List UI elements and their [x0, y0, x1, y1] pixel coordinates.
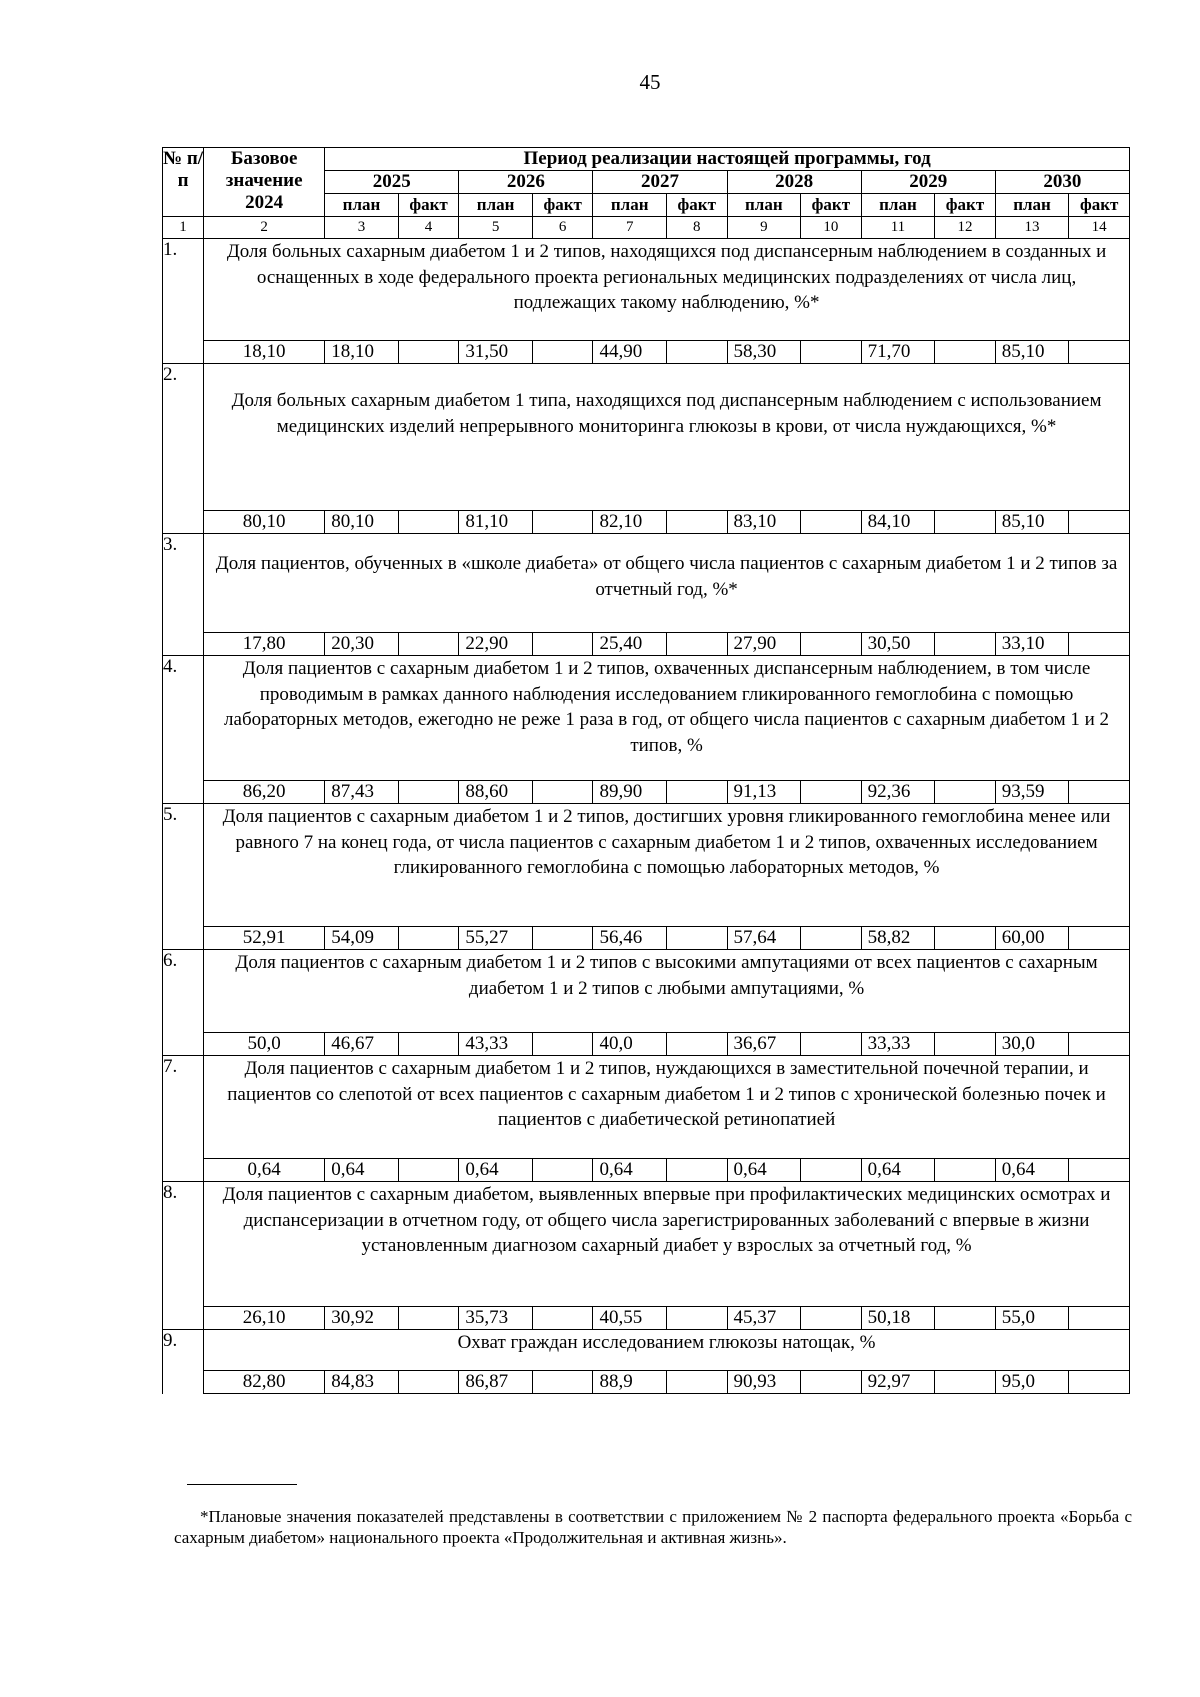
- fact-value: [935, 1371, 996, 1394]
- column-index: 10: [801, 217, 862, 239]
- plan-value: 55,27: [459, 927, 533, 950]
- header-fact: факт: [666, 194, 727, 217]
- fact-value: [1069, 781, 1130, 804]
- column-index-row: [163, 217, 1130, 239]
- plan-value: 40,55: [593, 1307, 667, 1330]
- indicators-table: [162, 147, 1130, 1394]
- base-value: 52,91: [204, 927, 325, 950]
- indicator-values-row: [163, 633, 1130, 656]
- plan-value: 82,10: [593, 511, 667, 534]
- fact-value: [801, 1033, 862, 1056]
- header-year: 2028: [727, 171, 861, 194]
- header-no: № п/п: [163, 148, 204, 217]
- plan-value: 83,10: [727, 511, 801, 534]
- header-year: 2029: [861, 171, 995, 194]
- indicator-row: [163, 950, 1130, 1033]
- header-plan: план: [593, 194, 667, 217]
- plan-value: 20,30: [325, 633, 399, 656]
- indicator-row: [163, 656, 1130, 781]
- indicator-row: [163, 239, 1130, 341]
- plan-value: 85,10: [995, 341, 1069, 364]
- header-fact: факт: [935, 194, 996, 217]
- column-index: 4: [398, 217, 459, 239]
- plan-value: 50,18: [861, 1307, 935, 1330]
- fact-value: [801, 781, 862, 804]
- plan-value: 0,64: [727, 1159, 801, 1182]
- footnote-divider: [187, 1484, 297, 1485]
- plan-value: 87,43: [325, 781, 399, 804]
- indicator-row: [163, 364, 1130, 511]
- plan-value: 25,40: [593, 633, 667, 656]
- indicator-title: Доля больных сахарным диабетом 1 и 2 типов, находящихся под диспансерным наблюдением в созданных и оснащенных в ходе федерального проекта региональных медицинских подразделениях от числа лиц, подлежащих такому наблюдению, %*: [204, 239, 1130, 341]
- fact-value: [398, 781, 459, 804]
- plan-value: 18,10: [325, 341, 399, 364]
- fact-value: [666, 1307, 727, 1330]
- fact-value: [666, 1371, 727, 1394]
- fact-value: [532, 1371, 593, 1394]
- fact-value: [666, 511, 727, 534]
- header-plan: план: [995, 194, 1069, 217]
- plan-value: 80,10: [325, 511, 399, 534]
- header-base-value: Базовое значение 2024: [204, 148, 325, 217]
- fact-value: [1069, 1307, 1130, 1330]
- indicator-values-row: [163, 1307, 1130, 1330]
- header-plan: план: [459, 194, 533, 217]
- column-index: 3: [325, 217, 399, 239]
- indicator-number: 3.: [163, 534, 204, 656]
- plan-value: 85,10: [995, 511, 1069, 534]
- indicator-number: 1.: [163, 239, 204, 364]
- plan-value: 30,0: [995, 1033, 1069, 1056]
- base-value: 0,64: [204, 1159, 325, 1182]
- fact-value: [532, 1033, 593, 1056]
- fact-value: [532, 927, 593, 950]
- indicator-number: 4.: [163, 656, 204, 804]
- fact-value: [935, 781, 996, 804]
- indicator-title: Доля пациентов с сахарным диабетом, выявленных впервые при профилактических медицинских осмотрах и диспансеризации в отчетном году, от общего числа зарегистрированных заболеваний с впервые в жизни установленным диагнозом сахарный диабет у взрослых за отчетный год, %: [204, 1182, 1130, 1307]
- indicator-title: Доля пациентов с сахарным диабетом 1 и 2 типов, охваченных диспансерным наблюдением, в том числе проводимым в рамках данного наблюдения исследованием гликированного гемоглобина с помощью лабораторных методов, ежегодно не реже 1 раза в год, от общего числа пациентов с сахарным диабетом 1 и 2 типов, %: [204, 656, 1130, 781]
- indicator-title: Доля пациентов с сахарным диабетом 1 и 2 типов, нуждающихся в заместительной почечной терапии, и пациентов со слепотой от всех пациентов с сахарным диабетом 1 и 2 типов с хронической болезнью почек и пациентов с диабетической ретинопатией: [204, 1056, 1130, 1159]
- fact-value: [1069, 1371, 1130, 1394]
- column-index: 7: [593, 217, 667, 239]
- plan-value: 0,64: [593, 1159, 667, 1182]
- column-index: 12: [935, 217, 996, 239]
- fact-value: [666, 927, 727, 950]
- indicator-values-row: [163, 781, 1130, 804]
- indicator-row: [163, 804, 1130, 927]
- plan-value: 44,90: [593, 341, 667, 364]
- header-year: 2026: [459, 171, 593, 194]
- fact-value: [398, 1033, 459, 1056]
- indicator-values-row: [163, 1371, 1130, 1394]
- header-plan: план: [325, 194, 399, 217]
- fact-value: [666, 1033, 727, 1056]
- header-fact: факт: [532, 194, 593, 217]
- fact-value: [532, 633, 593, 656]
- fact-value: [666, 781, 727, 804]
- indicator-title: Охват граждан исследованием глюкозы натощак, %: [204, 1330, 1130, 1371]
- plan-value: 84,10: [861, 511, 935, 534]
- base-value: 26,10: [204, 1307, 325, 1330]
- plan-value: 46,67: [325, 1033, 399, 1056]
- fact-value: [801, 1307, 862, 1330]
- fact-value: [532, 781, 593, 804]
- fact-value: [801, 1371, 862, 1394]
- header-year: 2025: [325, 171, 459, 194]
- indicator-title: Доля пациентов, обученных в «школе диабета» от общего числа пациентов с сахарным диабетом 1 и 2 типов за отчетный год, %*: [204, 534, 1130, 633]
- indicator-title: Доля больных сахарным диабетом 1 типа, находящихся под диспансерным наблюдением с использованием медицинских изделий непрерывного мониторинга глюкозы в крови, от числа нуждающихся, %*: [204, 364, 1130, 511]
- header-period: Период реализации настоящей программы, год: [325, 148, 1130, 171]
- fact-value: [935, 341, 996, 364]
- plan-value: 95,0: [995, 1371, 1069, 1394]
- plan-value: 89,90: [593, 781, 667, 804]
- plan-value: 0,64: [459, 1159, 533, 1182]
- fact-value: [801, 511, 862, 534]
- plan-value: 84,83: [325, 1371, 399, 1394]
- plan-value: 30,50: [861, 633, 935, 656]
- header-year: 2030: [995, 171, 1129, 194]
- column-index: 11: [861, 217, 935, 239]
- fact-value: [532, 1159, 593, 1182]
- plan-value: 54,09: [325, 927, 399, 950]
- fact-value: [801, 341, 862, 364]
- fact-value: [398, 1371, 459, 1394]
- header-plan: план: [727, 194, 801, 217]
- plan-value: 58,30: [727, 341, 801, 364]
- page-number: 45: [639, 70, 661, 94]
- fact-value: [666, 341, 727, 364]
- plan-value: 0,64: [861, 1159, 935, 1182]
- header-fact: факт: [801, 194, 862, 217]
- base-value: 80,10: [204, 511, 325, 534]
- fact-value: [532, 341, 593, 364]
- plan-value: 27,90: [727, 633, 801, 656]
- indicator-row: [163, 1182, 1130, 1307]
- column-index: 13: [995, 217, 1069, 239]
- indicator-values-row: [163, 511, 1130, 534]
- indicator-number: 9.: [163, 1330, 204, 1394]
- fact-value: [801, 633, 862, 656]
- fact-value: [1069, 1033, 1130, 1056]
- plan-value: 57,64: [727, 927, 801, 950]
- fact-value: [801, 1159, 862, 1182]
- fact-value: [935, 1159, 996, 1182]
- plan-value: 0,64: [995, 1159, 1069, 1182]
- indicator-number: 7.: [163, 1056, 204, 1182]
- indicator-values-row: [163, 341, 1130, 364]
- fact-value: [532, 1307, 593, 1330]
- base-value: 86,20: [204, 781, 325, 804]
- indicator-row: [163, 534, 1130, 633]
- plan-value: 86,87: [459, 1371, 533, 1394]
- indicator-values-row: [163, 1159, 1130, 1182]
- fact-value: [801, 927, 862, 950]
- plan-value: 0,64: [325, 1159, 399, 1182]
- fact-value: [1069, 511, 1130, 534]
- column-index: 2: [204, 217, 325, 239]
- plan-value: 92,97: [861, 1371, 935, 1394]
- fact-value: [935, 633, 996, 656]
- column-index: 1: [163, 217, 204, 239]
- plan-value: 91,13: [727, 781, 801, 804]
- fact-value: [1069, 633, 1130, 656]
- plan-value: 43,33: [459, 1033, 533, 1056]
- fact-value: [935, 927, 996, 950]
- plan-value: 33,33: [861, 1033, 935, 1056]
- plan-value: 88,9: [593, 1371, 667, 1394]
- plan-value: 33,10: [995, 633, 1069, 656]
- column-index: 9: [727, 217, 801, 239]
- indicator-number: 2.: [163, 364, 204, 534]
- fact-value: [1069, 1159, 1130, 1182]
- fact-value: [398, 1159, 459, 1182]
- column-index: 5: [459, 217, 533, 239]
- indicator-number: 8.: [163, 1182, 204, 1330]
- fact-value: [398, 1307, 459, 1330]
- fact-value: [1069, 927, 1130, 950]
- plan-value: 36,67: [727, 1033, 801, 1056]
- fact-value: [935, 1307, 996, 1330]
- base-value: 50,0: [204, 1033, 325, 1056]
- indicator-title: Доля пациентов с сахарным диабетом 1 и 2 типов, достигших уровня гликированного гемоглобина менее или равного 7 на конец года, от числа пациентов с сахарным диабетом 1 и 2 типов, охваченных исследованием гликированного гемоглобина с помощью лабораторных методов, %: [204, 804, 1130, 927]
- column-index: 14: [1069, 217, 1130, 239]
- indicator-row: [163, 1330, 1130, 1371]
- indicator-values-row: [163, 927, 1130, 950]
- plan-value: 40,0: [593, 1033, 667, 1056]
- fact-value: [398, 633, 459, 656]
- plan-value: 55,0: [995, 1307, 1069, 1330]
- base-value: 82,80: [204, 1371, 325, 1394]
- plan-value: 22,90: [459, 633, 533, 656]
- plan-value: 90,93: [727, 1371, 801, 1394]
- fact-value: [532, 511, 593, 534]
- fact-value: [935, 1033, 996, 1056]
- header-plan: план: [861, 194, 935, 217]
- plan-value: 81,10: [459, 511, 533, 534]
- fact-value: [1069, 341, 1130, 364]
- indicator-number: 5.: [163, 804, 204, 950]
- plan-value: 92,36: [861, 781, 935, 804]
- base-value: 17,80: [204, 633, 325, 656]
- column-index: 8: [666, 217, 727, 239]
- plan-value: 58,82: [861, 927, 935, 950]
- fact-value: [666, 1159, 727, 1182]
- plan-value: 60,00: [995, 927, 1069, 950]
- footnote: [174, 1506, 1132, 1548]
- footnote-text: *Плановые значения показателей представлены в соответствии с приложением № 2 паспорта федерального проекта «Борьба с сахарным диабетом» национального проекта «Продолжительная и активная жизнь».: [174, 1507, 1132, 1547]
- plan-value: 45,37: [727, 1307, 801, 1330]
- base-value: 18,10: [204, 341, 325, 364]
- header-year: 2027: [593, 171, 727, 194]
- plan-value: 56,46: [593, 927, 667, 950]
- header-fact: факт: [398, 194, 459, 217]
- plan-value: 31,50: [459, 341, 533, 364]
- header-fact: факт: [1069, 194, 1130, 217]
- plan-value: 35,73: [459, 1307, 533, 1330]
- indicator-number: 6.: [163, 950, 204, 1056]
- plan-value: 71,70: [861, 341, 935, 364]
- fact-value: [398, 341, 459, 364]
- indicator-title: Доля пациентов с сахарным диабетом 1 и 2 типов с высокими ампутациями от всех пациентов с сахарным диабетом 1 и 2 типов с любыми ампутациями, %: [204, 950, 1130, 1033]
- column-index: 6: [532, 217, 593, 239]
- indicator-values-row: [163, 1033, 1130, 1056]
- plan-value: 30,92: [325, 1307, 399, 1330]
- plan-value: 88,60: [459, 781, 533, 804]
- plan-value: 93,59: [995, 781, 1069, 804]
- fact-value: [398, 927, 459, 950]
- fact-value: [398, 511, 459, 534]
- indicator-row: [163, 1056, 1130, 1159]
- fact-value: [666, 633, 727, 656]
- fact-value: [935, 511, 996, 534]
